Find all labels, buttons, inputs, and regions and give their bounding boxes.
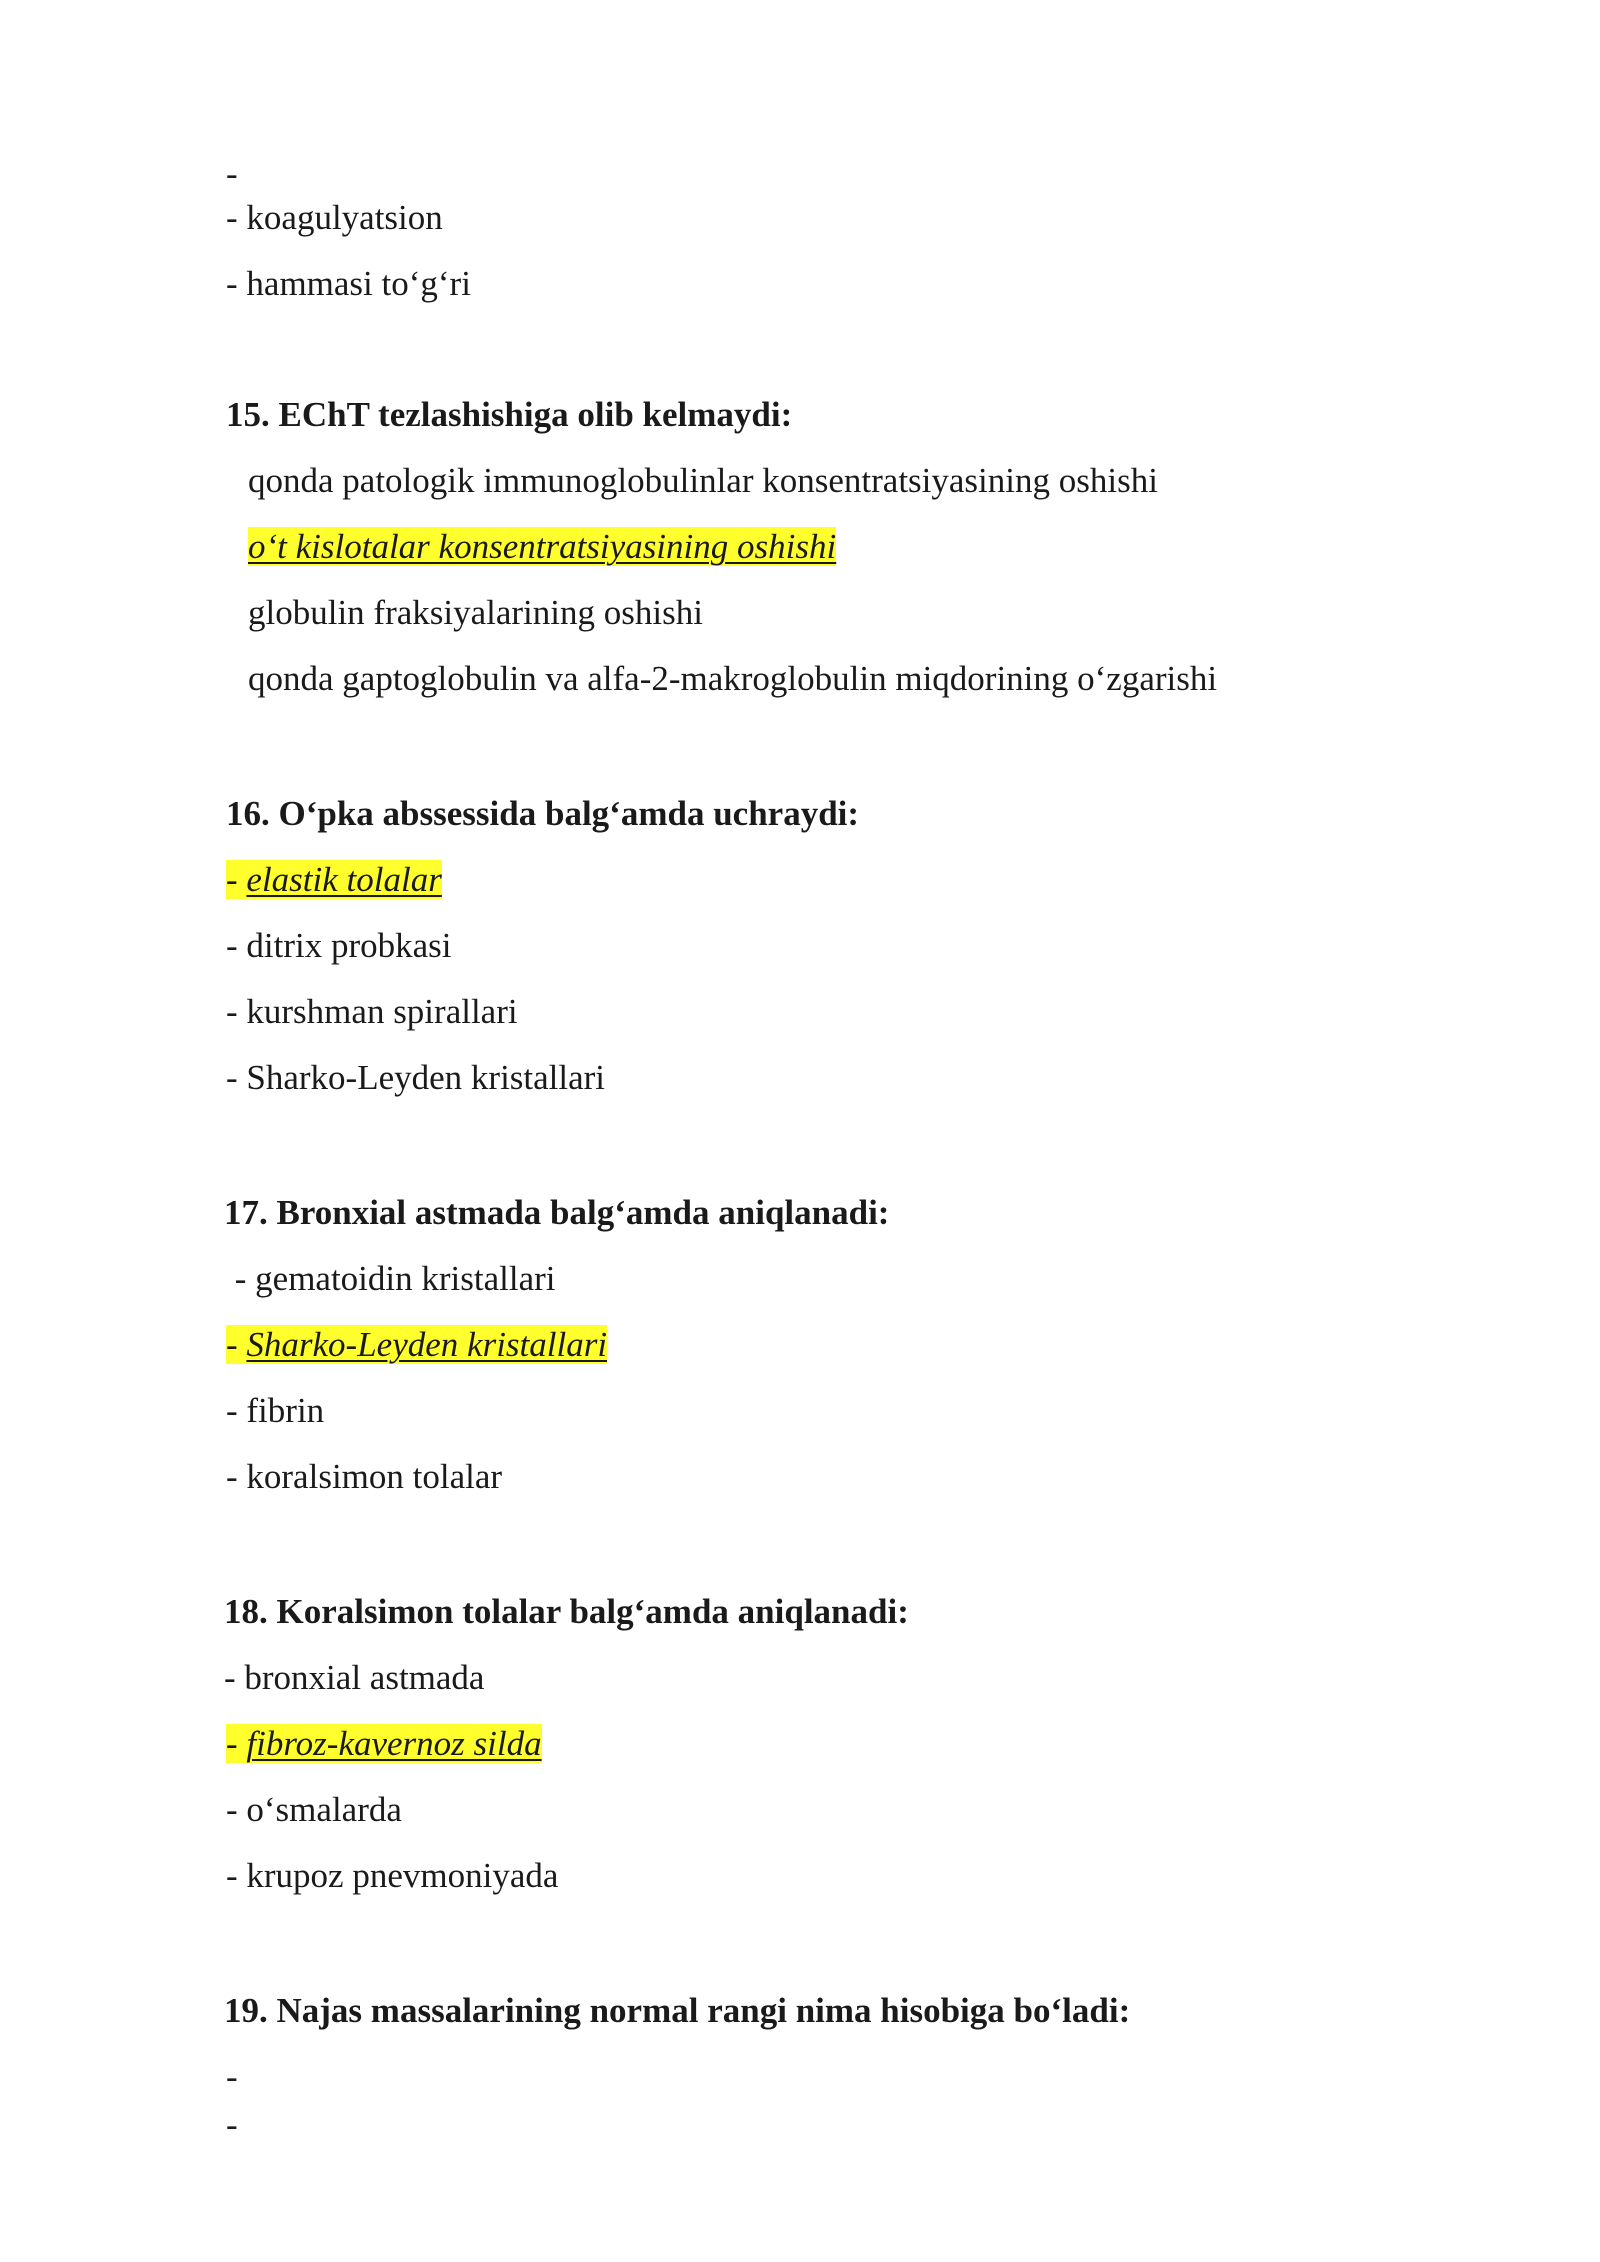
question-18-title: 18. Koralsimon tolalar balg‘amda aniqlanadi: [224,1592,909,1631]
q19-empty-option-2: - [226,2105,238,2144]
option-hammasi-togri: - hammasi to‘g‘ri [226,264,471,303]
option-dash: - [226,1724,247,1763]
correct-answer-text: elastik tolalar [246,860,442,899]
q15-option-correct [248,525,836,569]
correct-answer-highlight [226,1325,607,1364]
q17-option-correct [226,1323,607,1367]
q15-option-1: qonda patologik immunoglobulinlar konsentratsiyasining oshishi [248,461,1158,500]
q18-option-4: - krupoz pnevmoniyada [226,1856,559,1895]
q19-empty-option-1: - [226,2057,238,2096]
correct-answer-text: fibroz-kavernoz silda [246,1724,542,1763]
correct-answer-text: Sharko-Leyden kristallari [246,1325,608,1364]
correct-answer-highlight [226,860,442,899]
q17-option-1: - gematoidin kristallari [226,1259,556,1298]
q18-option-1: - bronxial astmada [224,1658,485,1697]
q18-option-3: - o‘smalarda [226,1790,402,1829]
q15-option-3: globulin fraksiyalarining oshishi [248,593,703,632]
question-15-title: 15. EChT tezlashishiga olib kelmaydi: [226,395,793,434]
question-16-title: 16. O‘pka abssessida balg‘amda uchraydi: [226,794,860,833]
q16-option-4: - Sharko-Leyden kristallari [226,1058,606,1097]
q16-option-correct [226,858,442,902]
q16-option-3: - kurshman spirallari [226,992,518,1031]
q16-option-2: - ditrix probkasi [226,926,452,965]
correct-answer-highlight: o‘t kislotalar konsentratsiyasining oshishi [248,527,837,566]
q17-option-4: - koralsimon tolalar [226,1457,503,1496]
correct-answer-highlight [226,1724,542,1763]
empty-option-dash: - [226,154,238,193]
question-19-title: 19. Najas massalarining normal rangi nima hisobiga bo‘ladi: [224,1991,1131,2030]
q17-option-3: - fibrin [226,1391,325,1430]
option-koagulyatsion: - koagulyatsion [226,198,443,237]
q18-option-correct [226,1722,542,1766]
q15-option-4: qonda gaptoglobulin va alfa-2-makroglobulin miqdorining o‘zgarishi [248,659,1218,698]
option-dash: - [226,1325,247,1364]
option-dash: - [226,860,247,899]
question-17-title: 17. Bronxial astmada balg‘amda aniqlanadi: [224,1193,890,1232]
